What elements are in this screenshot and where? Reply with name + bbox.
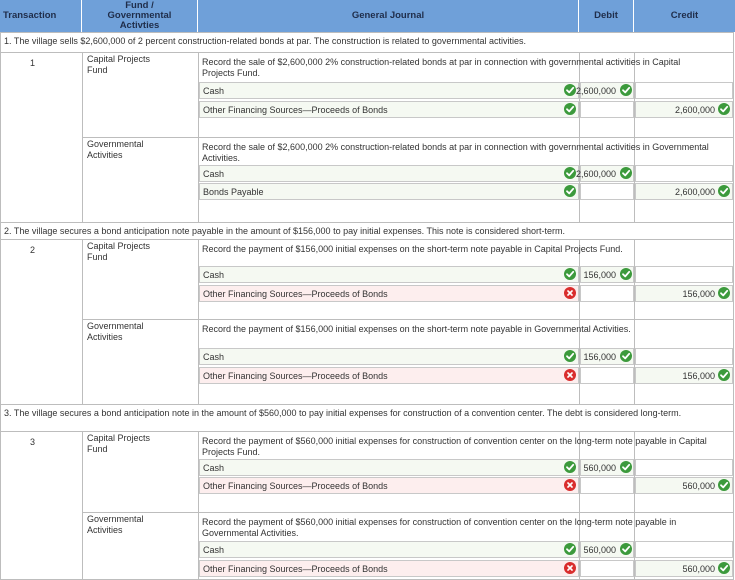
- check-icon: [620, 84, 632, 96]
- account-select[interactable]: [199, 101, 579, 118]
- account-name: Cash: [203, 545, 225, 555]
- debit-input[interactable]: [580, 183, 634, 200]
- check-icon: [620, 167, 632, 179]
- credit-amount: 156,000: [682, 371, 715, 381]
- credit-amount: 560,000: [682, 481, 715, 491]
- check-icon: [718, 287, 730, 299]
- transaction-number: 3: [30, 437, 36, 447]
- debit-input[interactable]: [580, 560, 634, 577]
- check-icon: [564, 185, 576, 197]
- header-transaction: Transaction: [0, 0, 82, 32]
- grid-line: [0, 239, 733, 240]
- x-icon: [564, 369, 576, 381]
- grid-line: [733, 32, 734, 580]
- grid-line: [0, 52, 733, 53]
- account-select[interactable]: [199, 82, 579, 99]
- fund-name: Capital Projects Fund: [87, 241, 151, 262]
- debit-amount: 156,000: [583, 270, 616, 280]
- credit-amount: 156,000: [682, 289, 715, 299]
- debit-input[interactable]: [580, 285, 634, 302]
- account-select[interactable]: [199, 541, 579, 558]
- check-icon: [718, 103, 730, 115]
- debit-amount: 2,600,000: [575, 169, 616, 179]
- entry-description: Record the payment of $156,000 initial expenses on the short-term note payable in Capital Projects Fund.: [202, 244, 623, 254]
- header-fund: Fund / Governmental Activties: [82, 0, 198, 32]
- account-select[interactable]: [199, 266, 579, 283]
- grid-line: [82, 512, 733, 513]
- check-icon: [564, 167, 576, 179]
- check-icon: [564, 103, 576, 115]
- grid-line: [82, 239, 83, 404]
- check-icon: [564, 461, 576, 473]
- fund-name: Governmental Activities: [87, 321, 144, 342]
- check-icon: [718, 479, 730, 491]
- check-icon: [564, 84, 576, 96]
- x-icon: [564, 479, 576, 491]
- debit-input[interactable]: [580, 367, 634, 384]
- debit-amount: 560,000: [583, 545, 616, 555]
- credit-input[interactable]: [635, 266, 733, 283]
- grid-line: [82, 431, 83, 580]
- grid-line: [0, 222, 733, 223]
- transaction-description: 1. The village sells $2,600,000 of 2 percent construction-related bonds at par. The construction is related to governmental activities.: [4, 36, 526, 46]
- credit-input[interactable]: [635, 165, 733, 182]
- credit-input[interactable]: [635, 348, 733, 365]
- account-name: Cash: [203, 352, 225, 362]
- debit-amount: 560,000: [583, 463, 616, 473]
- check-icon: [620, 268, 632, 280]
- credit-input[interactable]: [635, 459, 733, 476]
- check-icon: [564, 543, 576, 555]
- check-icon: [718, 369, 730, 381]
- header-debit: Debit: [579, 0, 634, 32]
- transaction-description: 3. The village secures a bond anticipation note in the amount of $560,000 to pay initial expenses for construction of a convention center. The debt is considered long-term.: [4, 408, 682, 418]
- credit-input[interactable]: [635, 82, 733, 99]
- check-icon: [718, 562, 730, 574]
- account-select[interactable]: [199, 285, 579, 302]
- fund-name: Capital Projects Fund: [87, 54, 151, 75]
- fund-name: Governmental Activities: [87, 139, 144, 160]
- account-select[interactable]: [199, 183, 579, 200]
- check-icon: [564, 350, 576, 362]
- debit-amount: 2,600,000: [575, 86, 616, 96]
- grid-line: [82, 319, 733, 320]
- account-name: Other Financing Sources—Proceeds of Bonds: [203, 105, 388, 115]
- account-name: Other Financing Sources—Proceeds of Bonds: [203, 289, 388, 299]
- x-icon: [564, 562, 576, 574]
- credit-amount: 2,600,000: [674, 187, 715, 197]
- account-select[interactable]: [199, 165, 579, 182]
- fund-name: Governmental Activities: [87, 514, 144, 535]
- entry-description: Record the payment of $156,000 initial expenses on the short-term note payable in Governmental Activities.: [202, 324, 631, 334]
- account-name: Cash: [203, 270, 225, 280]
- account-select[interactable]: [199, 367, 579, 384]
- grid-line: [0, 404, 733, 405]
- entry-description: Record the sale of $2,600,000 2% construction-related bonds at par in connection with governmental activities in Governmental Activities.: [202, 142, 709, 163]
- debit-input[interactable]: [580, 477, 634, 494]
- account-name: Cash: [203, 463, 225, 473]
- grid-line: [0, 431, 733, 432]
- credit-amount: 560,000: [682, 564, 715, 574]
- fund-name: Capital Projects Fund: [87, 433, 151, 454]
- check-icon: [620, 350, 632, 362]
- x-icon: [564, 287, 576, 299]
- header-credit: Credit: [634, 0, 735, 32]
- transaction-description: 2. The village secures a bond anticipation note payable in the amount of $156,000 to pay initial expenses. This note is considered short-term.: [4, 226, 566, 236]
- debit-input[interactable]: [580, 101, 634, 118]
- check-icon: [564, 268, 576, 280]
- entry-description: Record the sale of $2,600,000 2% construction-related bonds at par in connection with governmental activities in Capital Projects Fund.: [202, 57, 681, 78]
- grid-line: [0, 32, 1, 580]
- check-icon: [620, 461, 632, 473]
- grid-line: [82, 137, 733, 138]
- transaction-number: 2: [30, 245, 36, 255]
- account-name: Cash: [203, 169, 225, 179]
- account-name: Other Financing Sources—Proceeds of Bonds: [203, 481, 388, 491]
- account-name: Bonds Payable: [203, 187, 264, 197]
- entry-description: Record the payment of $560,000 initial expenses for construction of convention center on the long-term note payable in Capital Projects Fund.: [202, 436, 707, 457]
- grid-line: [0, 32, 733, 33]
- credit-amount: 2,600,000: [674, 105, 715, 115]
- entry-description: Record the payment of $560,000 initial expenses for construction of convention center on the long-term note payable in Governmental Activities.: [202, 517, 677, 538]
- account-name: Cash: [203, 86, 225, 96]
- debit-amount: 156,000: [583, 352, 616, 362]
- check-icon: [620, 543, 632, 555]
- check-icon: [718, 185, 730, 197]
- account-select[interactable]: [199, 459, 579, 476]
- account-name: Other Financing Sources—Proceeds of Bonds: [203, 564, 388, 574]
- header-general-journal: General Journal: [198, 0, 579, 32]
- account-select[interactable]: [199, 477, 579, 494]
- account-select[interactable]: [199, 560, 579, 577]
- account-name: Other Financing Sources—Proceeds of Bonds: [203, 371, 388, 381]
- credit-input[interactable]: [635, 541, 733, 558]
- transaction-number: 1: [30, 58, 36, 68]
- account-select[interactable]: [199, 348, 579, 365]
